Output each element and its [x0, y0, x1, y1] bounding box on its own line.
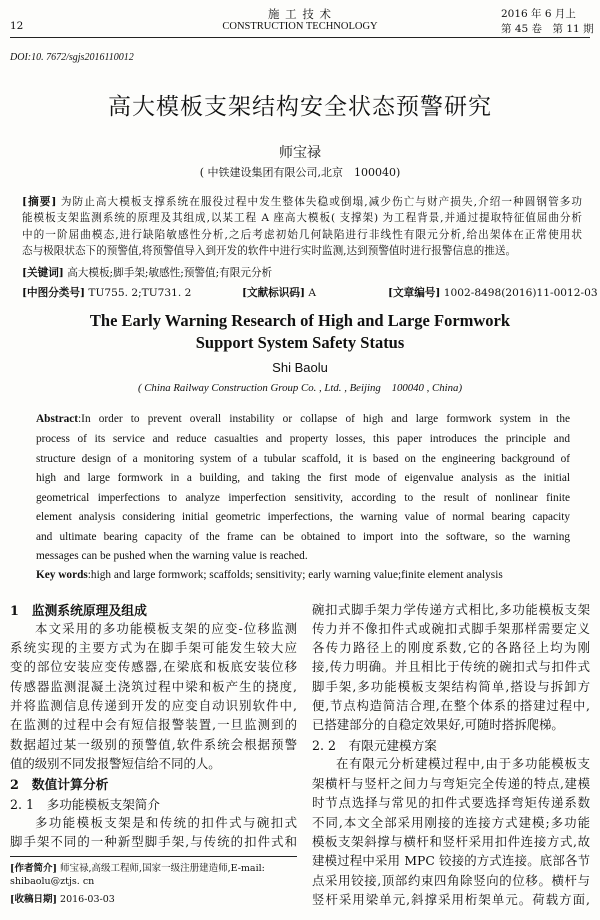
journal-name-en: CONSTRUCTION TECHNOLOGY — [222, 21, 378, 32]
article-number-label: [文章编号] — [388, 287, 441, 299]
paragraph-line: 不同,本文全部采用刚接的连接方式建模;多功能 — [312, 815, 590, 830]
footnote-received — [10, 891, 115, 905]
article-number-value: 1002-8498(2016)11-0012-03 — [443, 287, 598, 299]
abstract-en-line: messages can be pushed when the warning value is reached. — [36, 550, 308, 562]
doi: DOI:10. 7672/sgjs2016110012 — [10, 52, 134, 63]
paragraph-line: 多功能模板支架是和传统的扣件式与碗扣式 — [35, 815, 297, 830]
paragraph-line: 架横杆与竖杆之间力与弯矩完全传递的特点,建模 — [312, 776, 590, 791]
author-cn: 师宝禄 — [279, 145, 321, 161]
document-code — [242, 285, 316, 301]
paragraph-line: 接,传力明确。并且相比于传统的碗扣式与扣件式 — [312, 659, 590, 674]
author-en: Shi Baolu — [272, 360, 328, 375]
abstract-cn-line: 能模板支架监测系统的原理及其组成,以某工程 A 座高大模板( 支撑架) 为工程背景,并通过提取特征值屈曲分析 — [22, 212, 582, 224]
title-en-line-1: The Early Warning Research of High and Large Formwork — [89, 311, 511, 330]
keywords-en — [36, 566, 503, 586]
paragraph-line: 点采用铰接,顶部约束四角除竖向的位移。横杆与 — [312, 873, 590, 888]
footnote-rule — [10, 856, 297, 857]
affiliation-en: ( China Railway Construction Group Co. , Ltd. , Beijing 100040 , China) — [137, 382, 463, 394]
footnote-email: shibaolu@ztjs. cn — [10, 876, 95, 887]
paragraph-line: 竖杆采用梁单元,斜撑采用桁架单元。荷载方面, — [312, 892, 590, 907]
affiliation-cn: ( 中铁建设集团有限公司,北京 100040) — [199, 166, 401, 179]
section-1-title: 1 监测系统原理及组成 — [10, 604, 147, 619]
paragraph-line: 传感器监测混凝土浇筑过程中梁和板产生的挠度, — [10, 679, 297, 694]
document-code-label: [文献标识码] — [242, 287, 305, 299]
footnote-bio-text: 师宝禄,高级工程师,国家一级注册建造师,E-mail: — [60, 863, 265, 874]
clc-number — [22, 285, 191, 301]
keywords-en-label: Key words — [36, 569, 88, 581]
document-code-value: A — [308, 287, 317, 299]
paragraph-line: 已搭建部分的自稳定效果好,可随时搭拆爬梯。 — [312, 717, 564, 732]
footnote-date-value: 2016-03-03 — [60, 894, 115, 905]
paragraph-line: 时节点选择与常见的扣件式要选择弯矩传递系数 — [312, 795, 590, 810]
section-2-title: 2 数值计算分析 — [10, 778, 109, 793]
journal-name-cn: 施 工 技 术 — [268, 7, 332, 21]
paragraph-line: 值的级别不同发报警短信给不同的人。 — [10, 756, 221, 771]
page-number: 12 — [10, 20, 24, 32]
paragraph-line: 在监测的过程中会有短信报警装置,一旦监测到的 — [10, 717, 297, 732]
paragraph-line: 脚手架,多功能模板支架结构简单,搭设与拆卸方 — [312, 679, 590, 694]
paragraph-line: 变的部位安装应变传感器,在梁底和板底安装位移 — [10, 659, 297, 674]
paragraph-line: 本文采用的多功能模板支架的应变-位移监测 — [35, 621, 297, 636]
abstract-en-label: Abstract — [36, 413, 79, 425]
section-2-2-title: 2. 2 有限元建模方案 — [312, 738, 437, 753]
paragraph-line: 模板支架斜撑与横杆和竖杆采用扣件连接方式,故 — [312, 834, 590, 849]
title-cn: 高大模板支架结构安全状态预警研究 — [108, 94, 492, 120]
footnote-bio — [10, 860, 265, 874]
abstract-cn-line: 态与极限状态下的预警值,将预警值导入到开发的软件中进行实时监测,达到预警值时进行报警信息的推送。 — [22, 245, 517, 257]
abstract-en-line: geometrical imperfections to analyze imperfection sensitivity, according to the result of nonlinear finite — [36, 492, 570, 504]
abstract-en-line: structure design of a monitoring system of a tubular scaffold, it is based on the engineering background of — [36, 453, 570, 465]
keywords-cn-text: 高大模板;脚手架;敏感性;预警值;有限元分析 — [67, 267, 273, 279]
section-2-1-title: 2. 1 多功能模板支架简介 — [10, 797, 160, 812]
abstract-en-line: element analysis considering initial geometric imperfections, the warning value of normal bearing capacity — [36, 511, 570, 523]
title-en-line-2: Support System Safety Status — [195, 333, 405, 352]
paragraph-line: 便,节点构造简洁合理,在整个体系的搭建过程中, — [312, 698, 590, 713]
abstract-en-line: and ultimate bearing capacity of the frame can be obtained to import into the software, so the warning — [36, 531, 570, 543]
abstract-en-line: high and large formwork in a building, and taking the first mode of eigenvalue analysis as the initial — [36, 472, 570, 484]
paragraph-line: 碗扣式脚手架力学传递方式相比,多功能模板支架 — [312, 602, 590, 617]
paragraph-line: 并将监测信息传递到开发的应变自动识别软件中, — [10, 698, 297, 713]
abstract-en-line: :In order to prevent overall instability or collapse of high and large formwork system in the — [78, 413, 570, 425]
keywords-cn-label: [关键词] — [22, 267, 64, 279]
paragraph-line: 传力并不像扣件式或碗扣式脚手架那样需要定义 — [312, 621, 590, 636]
article-number — [388, 285, 598, 301]
abstract-cn-line: 为防止高大模板支撑系统在服役过程中发生整体失稳或倒塌,减少伤亡与财产损失,介绍一种圆钢管多功 — [60, 196, 582, 208]
issue-date: 2016 年 6 月上 — [501, 8, 576, 20]
clc-value: TU755. 2;TU731. 2 — [88, 287, 192, 299]
paragraph-line: 数据超过某一级别的预警值,软件系统会根据预警 — [10, 737, 297, 752]
abstract-cn-label: [摘要] — [22, 196, 57, 208]
keywords-cn — [22, 265, 272, 281]
abstract-cn-line: 中的一阶屈曲模态,进行缺陷敏感性分析,之后考虑初始几何缺陷进行非线性有限元分析,给出架体在正常使用状 — [22, 229, 582, 241]
paragraph-line: 脚手架不同的一种新型脚手架,与传统的扣件式和 — [10, 834, 297, 849]
issue-volume: 第 45 卷 第 11 期 — [501, 23, 594, 35]
footnote-bio-label: [作者简介] — [10, 863, 57, 874]
paragraph-line: 各传力路径上的刚度系数,它的各路径上均为刚 — [312, 640, 590, 655]
header-rule — [10, 37, 590, 38]
paragraph-line: 在有限元分析建模过程中,由于多功能模板支 — [336, 756, 590, 771]
paragraph-line: 建模过程中采用 MPC 铰接的方式连接。底部各节 — [312, 853, 590, 868]
paragraph-line: 系统实现的主要方式为在脚手架可能发生较大应 — [10, 640, 297, 655]
abstract-en-line: process of its service and reduce casualties and property losses, this paper introduces the principle and — [36, 433, 570, 445]
clc-label: [中图分类号] — [22, 287, 85, 299]
keywords-en-text: :high and large formwork; scaffolds; sensitivity; early warning value;finite element analysis — [87, 569, 503, 581]
footnote-date-label: [收稿日期] — [10, 894, 57, 905]
